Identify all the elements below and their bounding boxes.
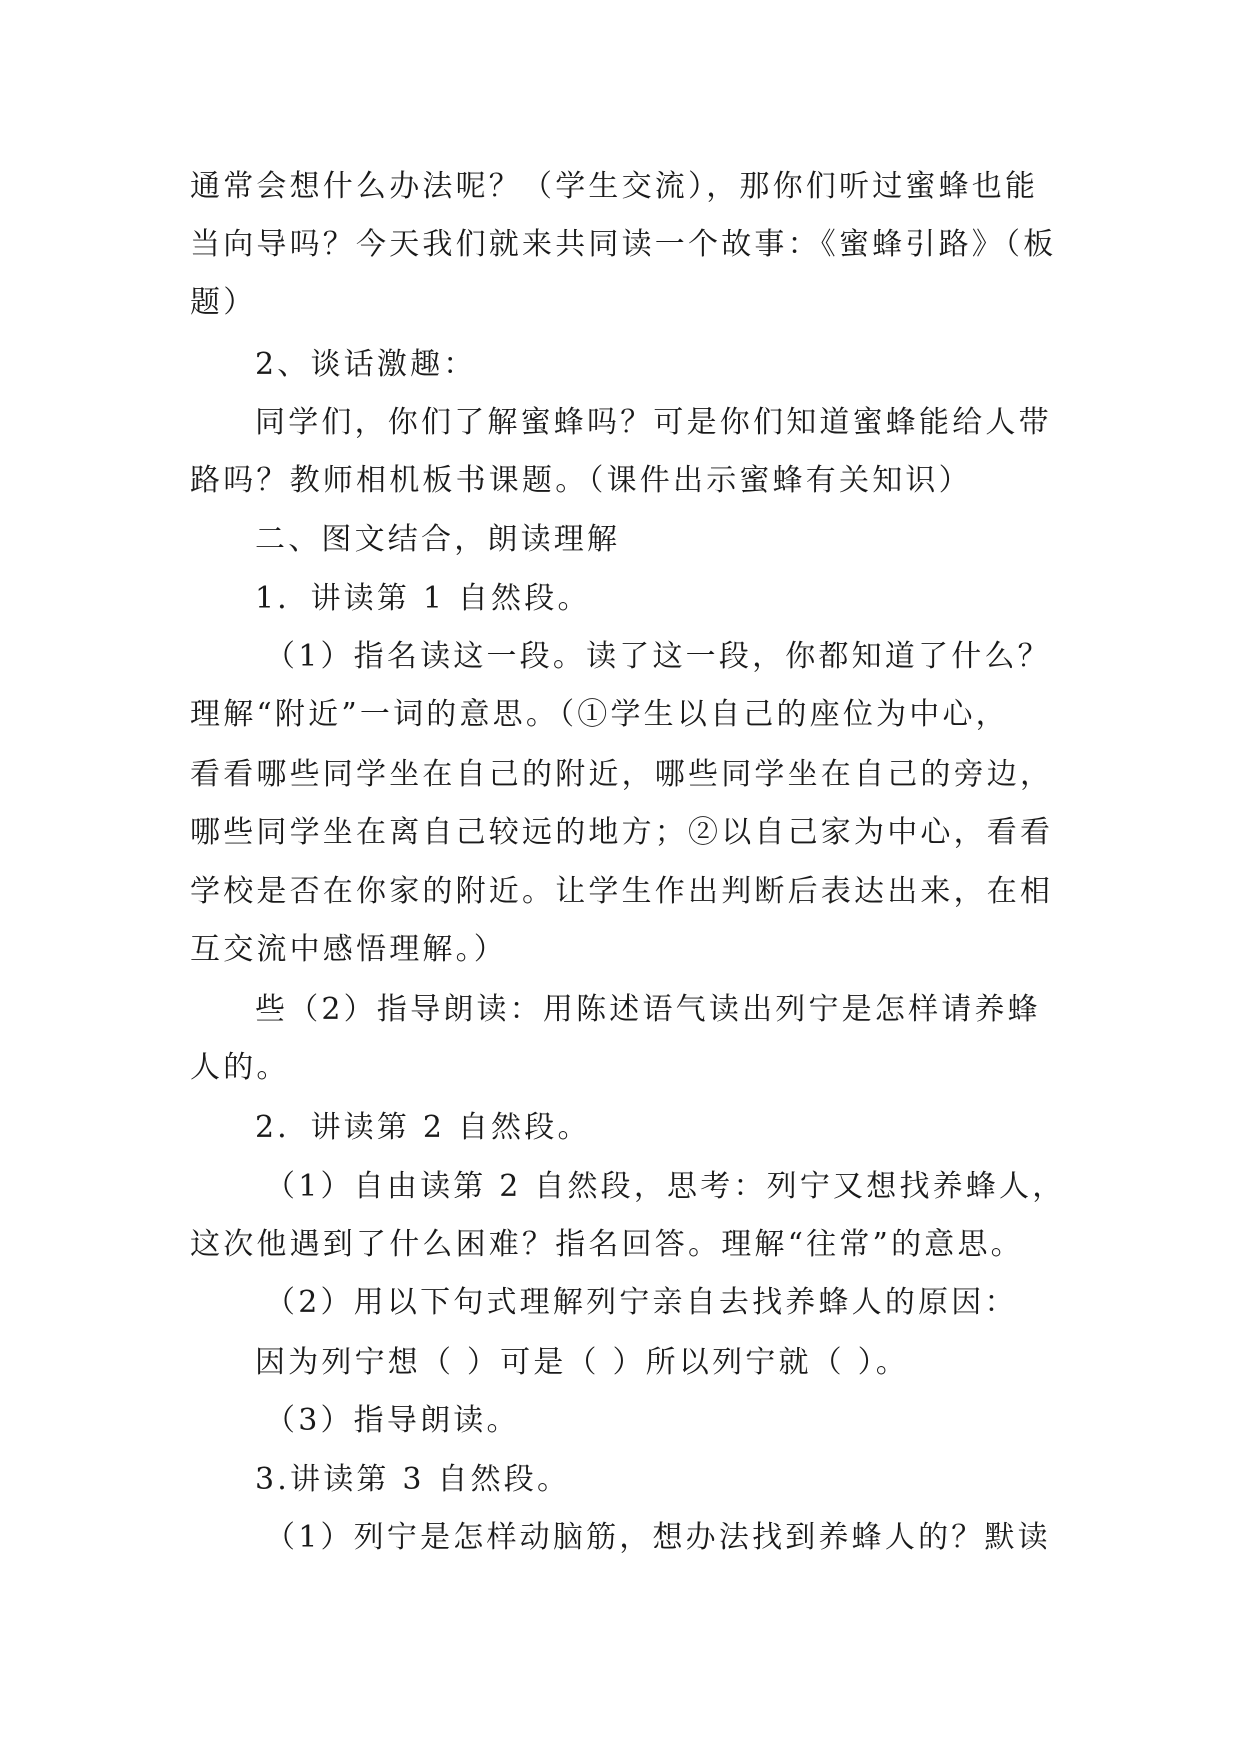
text-line: 路吗？教师相机板书课题。（课件出示蜜蜂有关知识）	[190, 463, 972, 498]
text-line: （1）自由读第 2 自然段，思考：列宁又想找养蜂人，	[265, 1169, 1066, 1204]
text-line: （1）列宁是怎样动脑筋，想办法找到养蜂人的？默读	[265, 1520, 1051, 1555]
subsection-heading: 2．讲读第 2 自然段。	[255, 1110, 591, 1145]
text-line: 这次他遇到了什么困难？指名回答。理解“往常”的意思。	[190, 1227, 1024, 1262]
section-heading: 二、图文结合，朗读理解	[255, 522, 621, 557]
text-line: 互交流中感悟理解。）	[190, 932, 507, 967]
text-line: 同学们，你们了解蜜蜂吗？可是你们知道蜜蜂能给人带	[255, 405, 1052, 440]
text-line: 当向导吗？今天我们就来共同读一个故事：《蜜蜂引路》（板	[190, 227, 1057, 262]
text-line: 学校是否在你家的附近。让学生作出判断后表达出来，在相	[190, 874, 1054, 909]
text-line: 看看哪些同学坐在自己的附近，哪些同学坐在自己的旁边，	[190, 757, 1054, 792]
section-heading: 2、谈话激趣：	[255, 347, 477, 382]
text-line: 人的。	[190, 1050, 290, 1085]
text-line: 哪些同学坐在离自己较远的地方；②以自己家为中心，看看	[190, 815, 1054, 850]
subsection-heading: 1．讲读第 1 自然段。	[255, 581, 591, 616]
text-line: （2）用以下句式理解列宁亲自去找养蜂人的原因：	[265, 1285, 1018, 1320]
text-line: 理解“附近”一词的意思。（①学生以自己的座位为中心，	[190, 697, 1009, 732]
text-line: （1）指名读这一段。读了这一段，你都知道了什么？	[265, 639, 1051, 674]
text-line: 题）	[190, 285, 257, 320]
text-line: 因为列宁想（ ）可是（ ）所以列宁就（ ）。	[255, 1345, 910, 1380]
text-line: 些（2）指导朗读：用陈述语气读出列宁是怎样请养蜂	[255, 992, 1041, 1027]
text-line: 通常会想什么办法呢？（学生交流），那你们听过蜜蜂也能	[190, 169, 1039, 204]
text-line: （3）指导朗读。	[265, 1403, 520, 1438]
subsection-heading: 3.讲读第 3 自然段。	[255, 1462, 571, 1497]
